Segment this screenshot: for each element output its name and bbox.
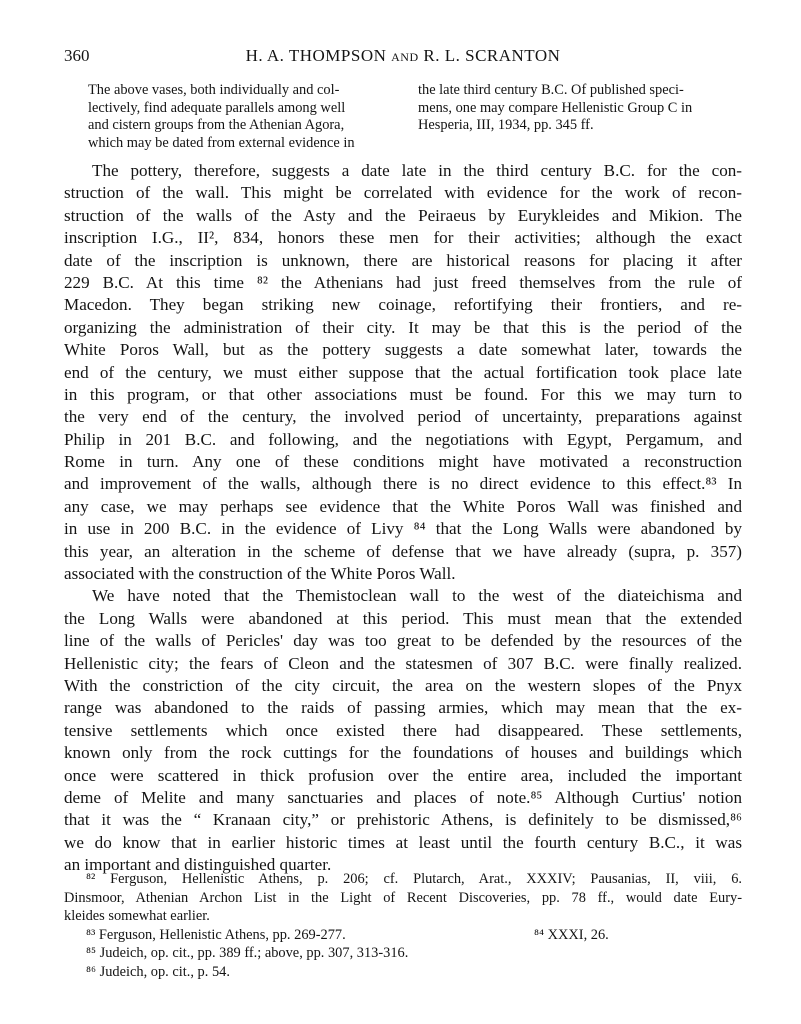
body-line: Rome in turn. Any one of these conditions might have motivated a reconstruction — [64, 452, 742, 472]
body-line: and improvement of the walls, although there is no direct evidence to this effect.⁸³ In — [64, 474, 742, 494]
page-number: 360 — [64, 46, 90, 65]
footnote-83: ⁸³ Ferguson, Hellenistic Athens, pp. 269-277. — [86, 926, 346, 943]
body-line: tensive settlements which once existed there had disappeared. These settlements, — [64, 720, 742, 740]
running-title — [64, 46, 742, 66]
body-line: Macedon. They began striking new coinage, refortifying their frontiers, and re- — [64, 295, 742, 315]
continuation-line: the late third century B.C. Of published speci- — [418, 82, 684, 98]
paragraph-pottery-date — [64, 160, 742, 585]
body-line: organizing the administration of their city. It may be that this is the period of the — [64, 317, 742, 337]
body-line: the very end of the century, the involved period of uncertainty, preparations against — [64, 407, 742, 427]
body-line: inscription I.G., II², 834, honors these men for their activities; although the exact — [64, 228, 742, 248]
footnote-84: ⁸⁴ XXXI, 26. — [534, 926, 609, 943]
footnotes — [64, 870, 742, 982]
body-line: Philip in 201 B.C. and following, and the negotiations with Egypt, Pergamum, and — [64, 429, 742, 449]
body-line: an important and distinguished quarter. — [64, 855, 332, 875]
continuation-block — [64, 82, 742, 152]
continuation-line: which may be dated from external evidence in — [88, 134, 355, 151]
continuation-line: The above vases, both individually and col- — [88, 82, 340, 98]
body-line: we do know that in earlier historic times at least until the fourth century B.C., it was — [64, 832, 742, 852]
continuation-line: mens, one may compare Hellenistic Group C in — [418, 99, 693, 116]
main-body — [64, 160, 742, 877]
body-line: in this program, or that other associations must be found. For this we may turn to — [64, 384, 742, 404]
body-line: associated with the construction of the White Poros Wall. — [64, 564, 456, 584]
footnote-86: ⁸⁶ Judeich, op. cit., p. 54. — [86, 963, 230, 980]
paragraph-walls-abandoned — [64, 585, 742, 876]
author-b: R. L. SCRANTON — [423, 46, 561, 65]
body-line: known only from the rock cuttings for the foundations of houses and buildings which — [64, 743, 742, 763]
body-line: We have noted that the Themistoclean wall to the west of the diateichisma and — [92, 586, 742, 606]
continuation-right-column — [418, 82, 738, 135]
body-line: range was abandoned to the raids of passing armies, which may mean that the ex- — [64, 698, 742, 718]
body-line: The pottery, therefore, suggests a date late in the third century B.C. for the con- — [92, 161, 742, 180]
body-line: any case, we may perhaps see evidence that the White Poros Wall was finished and — [64, 496, 742, 516]
body-line: deme of Melite and many sanctuaries and places of note.⁸⁵ Although Curtius' notion — [64, 787, 742, 807]
body-line: in use in 200 B.C. in the evidence of Livy ⁸⁴ that the Long Walls were abandoned by — [64, 519, 742, 539]
body-line: the Long Walls were abandoned at this period. This must mean that the extended — [64, 608, 742, 628]
body-line: date of the inscription is unknown, there are historical reasons for placing it after — [64, 250, 742, 270]
footnote-row-83-84 — [64, 926, 742, 945]
body-line: line of the walls of Pericles' day was too great to be defended by the resources of the — [64, 631, 742, 651]
body-line: With the constriction of the city circuit, the area on the western slopes of the Pnyx — [64, 675, 742, 695]
body-line: struction of the wall. This might be correlated with evidence for the work of recon- — [64, 183, 742, 203]
continuation-line: and cistern groups from the Athenian Agora, — [88, 117, 345, 134]
author-a: H. A. THOMPSON — [245, 46, 387, 65]
body-line: that it was the “ Kranaan city,” or prehistoric Athens, is definitely to be dismissed,⁸⁶ — [64, 810, 742, 830]
body-line: 229 B.C. At this time ⁸² the Athenians had just freed themselves from the rule of — [64, 272, 742, 292]
footnote-82: ⁸² Ferguson, Hellenistic Athens, p. 206; cf. Plutarch, Arat., XXXIV; Pausanias, II, viii, 6. — [86, 871, 742, 887]
body-line: this year, an alteration in the scheme of defense that we have already (supra, p. 357) — [64, 541, 742, 561]
footnote-85: ⁸⁵ Judeich, op. cit., pp. 389 ff.; above, pp. 307, 313-316. — [86, 945, 409, 962]
continuation-left-column — [88, 82, 393, 152]
footnote-82-continued: Dinsmoor, Athenian Archon List in the Light of Recent Discoveries, pp. 78 ff., would date Eury- — [64, 889, 742, 906]
footnote-82-end: kleides somewhat earlier. — [64, 908, 210, 925]
body-line: struction of the walls of the Asty and the Peiraeus by Eurykleides and Mikion. The — [64, 205, 742, 225]
continuation-line: lectively, find adequate parallels among well — [88, 99, 346, 116]
author-conjunction: AND — [391, 50, 419, 64]
body-line: Hellenistic city; the fears of Cleon and the statesmen of 307 B.C. were finally realized. — [64, 653, 742, 673]
continuation-line: Hesperia, III, 1934, pp. 345 ff. — [418, 117, 594, 134]
body-line: White Poros Wall, but as the pottery suggests a date somewhat later, towards the — [64, 340, 742, 360]
body-line: once were scattered in thick profusion over the entire area, included the important — [64, 765, 742, 785]
body-line: end of the century, we must either suppose that the actual fortification took place late — [64, 362, 742, 382]
running-header — [64, 46, 742, 70]
